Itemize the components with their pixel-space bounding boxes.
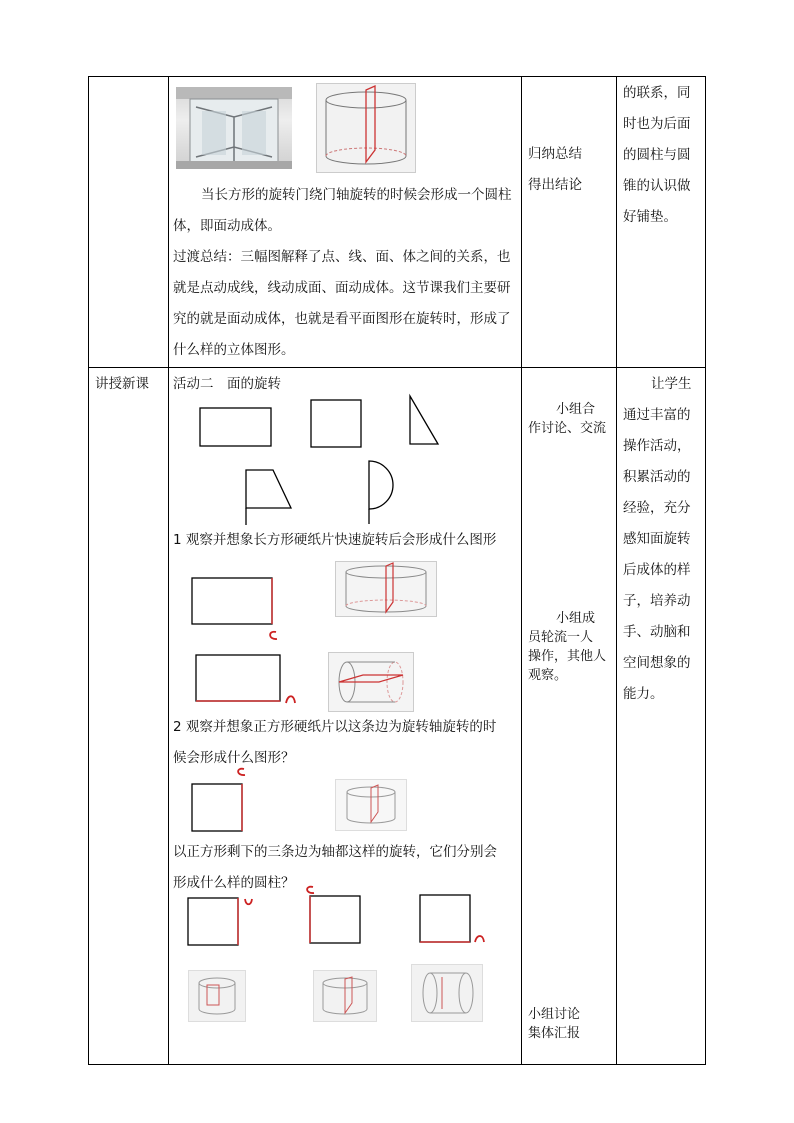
- row1-intent-5: 好铺垫。: [623, 209, 677, 225]
- row2-intent: [623, 369, 705, 710]
- cylinder-icon: [411, 964, 483, 1022]
- intent-line: 感知面旋转: [623, 531, 691, 547]
- student-activity-group-3: [528, 1005, 614, 1043]
- cylinder-icon: [313, 970, 377, 1022]
- student-activity-line: 作讨论、交流: [528, 421, 607, 436]
- row1-paragraph: 当长方形的旋转门绕门轴旋转的时候会形成一个圆柱体，即面动成体。: [173, 187, 512, 234]
- intent-line: 经验，充分: [623, 500, 691, 516]
- intent-line: 后成体的样: [623, 562, 691, 578]
- cylinder-icon: [335, 779, 407, 831]
- intent-line: 操作活动，: [623, 438, 691, 454]
- cylinder-icon: [188, 970, 246, 1022]
- student-activity-line: 小组合: [556, 402, 596, 417]
- row1-intent-3: 的圆柱与圆: [623, 147, 691, 163]
- student-activity-line: 小组成: [556, 611, 596, 626]
- student-activity-line: 观察。: [528, 668, 568, 683]
- row1-student-activity-1: 归纳总结: [528, 146, 582, 162]
- row1-intent-4: 锥的认识做: [623, 178, 691, 194]
- row1-student-activity-2: 得出结论: [528, 177, 582, 193]
- row1-intent-2: 时也为后面: [623, 116, 691, 132]
- activity-title: 活动二 面的旋转: [173, 376, 281, 392]
- question-2-line1: 2 观察并想象正方形硬纸片以这条边为旋转轴旋转的时: [173, 719, 497, 735]
- row1-transition: 过渡总结：三幅图解释了点、线、面、体之间的关系，也就是点动成线，线动成面、面动成体。这节课我们主要研究的就是面动成体，也就是看平面图形在旋转时，形成了什么样的立体图形。: [173, 249, 511, 358]
- question-1: 1 观察并想象长方形硬纸片快速旋转后会形成什么图形: [173, 532, 497, 548]
- cylinder-icon: [328, 652, 414, 712]
- student-activity-group-2: [528, 609, 614, 685]
- cylinder-icon: [335, 561, 437, 617]
- intent-line: 手、动脑和: [623, 624, 691, 640]
- intent-line: 通过丰富的: [623, 407, 691, 423]
- row1-intent-1: 的联系，同: [623, 85, 691, 101]
- stage-label: 讲授新课: [95, 376, 149, 392]
- intent-line: 积累活动的: [623, 469, 691, 485]
- student-activity-line: 操作，其他人: [528, 649, 607, 664]
- intent-line: 能力。: [623, 686, 664, 702]
- student-activity-line: 员轮流一人: [528, 630, 594, 645]
- question-3-line2: 形成什么样的圆柱？: [173, 875, 295, 891]
- intent-line: 让学生: [651, 376, 692, 392]
- intent-line: 子，培养动: [623, 593, 691, 609]
- intent-line: 空间想象的: [623, 655, 691, 671]
- student-activity-line: 集体汇报: [528, 1026, 581, 1041]
- student-activity-line: 小组讨论: [528, 1007, 581, 1022]
- question-2-line2: 候会形成什么图形？: [173, 750, 295, 766]
- question-3-line1: 以正方形剩下的三条边为轴都这样的旋转，它们分别会: [173, 844, 497, 860]
- student-activity-group-1: [528, 400, 614, 438]
